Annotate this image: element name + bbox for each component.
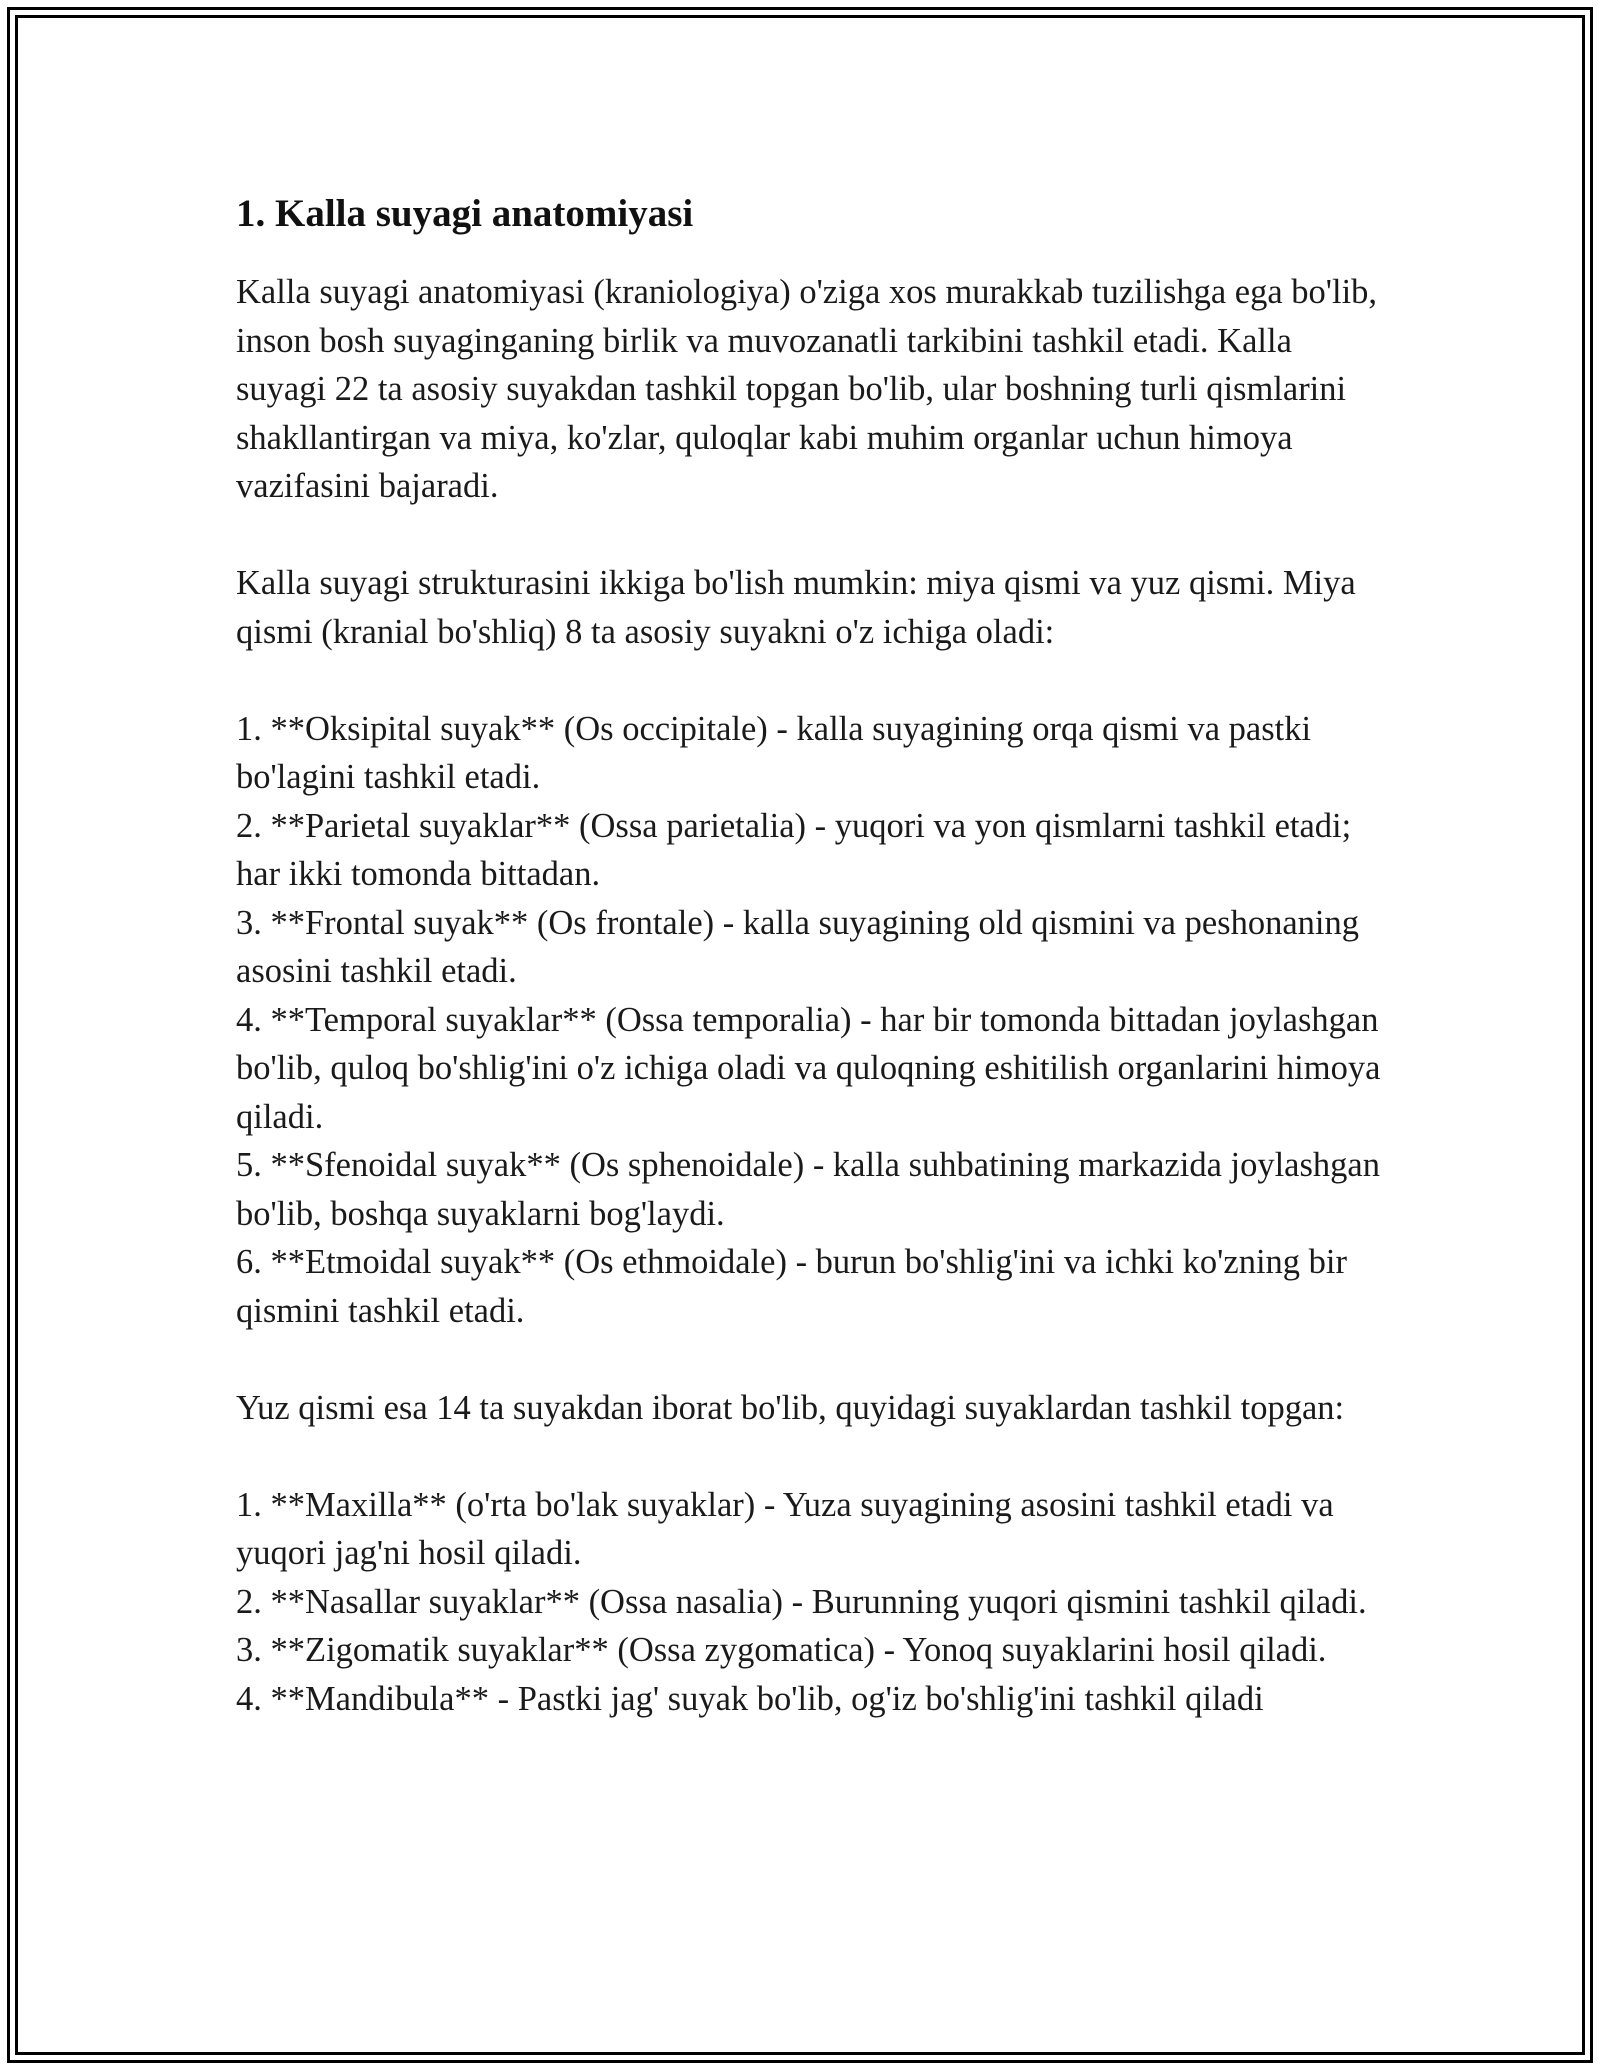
section-heading: 1. Kalla suyagi anatomiyasi [236,192,694,235]
list-item: 3. **Zigomatik suyaklar** (Ossa zygomatica) - Yonoq suyaklarini hosil qiladi. [236,1631,1327,1669]
list-item: 1. **Maxilla** (o'rta bo'lak suyaklar) - Yuza suyagining asosini tashkil etadi va yuqori jag'ni hosil qiladi. [236,1485,1334,1572]
list-item: 4. **Temporal suyaklar** (Ossa temporalia) - har bir tomonda bittadan joylashgan bo'lib, quloq bo'shlig'ini o'z ichiga oladi va quloqning eshitilish organlarini himoya qiladi. [236,1000,1381,1136]
paragraph-gap [236,511,1386,560]
document-body [236,188,1386,1723]
list-item: 5. **Sfenoidal suyak** (Os sphenoidale) - kalla suhbatining markazida joylashgan bo'lib, boshqa suyaklarni bog'laydi. [236,1146,1380,1233]
list-item: 2. **Parietal suyaklar** (Ossa parietalia) - yuqori va yon qismlarni tashkil etadi; har ikki tomonda bittadan. [236,806,1352,893]
cranial-bones-list [236,705,1386,1336]
paragraph-gap [236,656,1386,705]
intro-paragraph: Kalla suyagi anatomiyasi (kraniologiya) o'ziga xos murakkab tuzilishga ega bo'lib, inson bosh suyaginganing birlik va muvozanatli tarkibini tashkil etadi. Kalla suyagi 22 ta asosiy suyakdan tashkil topgan bo'lib, ular boshning turli qismlarini shakllantirgan va miya, ko'zlar, quloqlar kabi muhim organlar uchun himoya vazifasini bajaradi. [236,273,1378,505]
list-item: 3. **Frontal suyak** (Os frontale) - kalla suyagining old qismini va peshonaning asosini tashkil etadi. [236,903,1359,990]
facial-bones-list [236,1481,1386,1724]
paragraph-gap [236,1432,1386,1481]
list-item: 4. **Mandibula** - Pastki jag' suyak bo'lib, og'iz bo'shlig'ini tashkil qiladi [236,1679,1264,1718]
list-item: 6. **Etmoidal suyak** (Os ethmoidale) - burun bo'shlig'ini va ichki ko'zning bir qismini tashkil etadi. [236,1243,1347,1330]
list-item: 1. **Oksipital suyak** (Os occipitale) - kalla suyagining orqa qismi va pastki bo'lagini tashkil etadi. [236,709,1312,796]
facial-intro-paragraph: Yuz qismi esa 14 ta suyakdan iborat bo'lib, quyidagi suyaklardan tashkil topgan: [236,1388,1345,1427]
structure-paragraph: Kalla suyagi strukturasini ikkiga bo'lish mumkin: miya qismi va yuz qismi. Miya qismi (kranial bo'shliq) 8 ta asosiy suyakni o'z ichiga oladi: [236,564,1356,651]
paragraph-gap [236,1335,1386,1384]
list-item: 2. **Nasallar suyaklar** (Ossa nasalia) - Burunning yuqori qismini tashkil qiladi. [236,1582,1367,1621]
